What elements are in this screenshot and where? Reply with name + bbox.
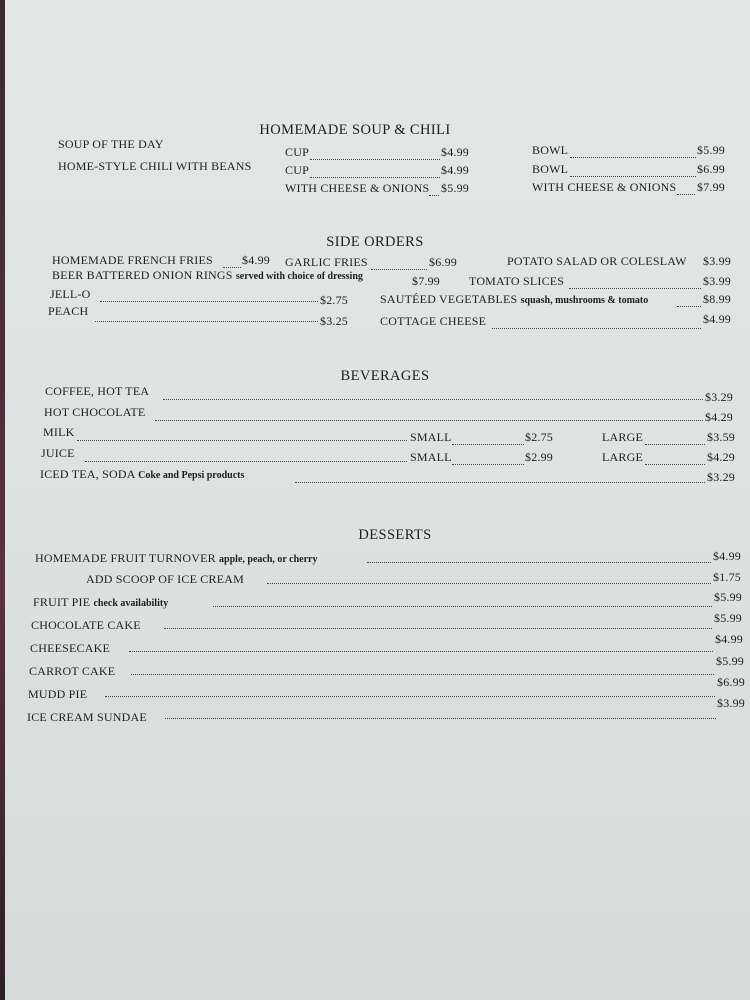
leader-dots (310, 163, 440, 178)
menu-item-home-style-chili: HOME-STYLE CHILI WITH BEANS (58, 159, 252, 173)
menu-item-peach: PEACH (48, 304, 89, 318)
garlic-fries-price: $6.99 (429, 255, 457, 269)
leader-dots (85, 447, 407, 462)
menu-item-french-fries: HOMEMADE FRENCH FRIES (52, 253, 213, 267)
hot-chocolate-price: $4.29 (705, 410, 733, 424)
leader-dots (371, 255, 427, 270)
cup-cheese-onions-label: WITH CHEESE & ONIONS (285, 181, 430, 195)
fruit-pie-price: $5.99 (714, 590, 742, 604)
fruit-pie-note: check availability (93, 598, 169, 609)
menu-item-jello: JELL-O (50, 287, 91, 301)
bowl-cheese-onions-price: $7.99 (697, 180, 725, 194)
leader-dots (131, 660, 714, 675)
leader-dots (429, 181, 439, 196)
milk-large-label: LARGE (602, 430, 643, 444)
leader-dots (164, 614, 712, 629)
leader-dots (677, 292, 701, 307)
leader-dots (165, 704, 716, 719)
fruit-turnover-price: $4.99 (713, 549, 741, 563)
menu-item-add-scoop-ice-cream: ADD SCOOP OF ICE CREAM (86, 572, 244, 586)
chocolate-cake-price: $5.99 (714, 611, 742, 625)
leader-dots (452, 450, 524, 465)
menu-item-soup-of-the-day: SOUP OF THE DAY (58, 137, 164, 151)
leader-dots (569, 274, 701, 289)
coffee-hot-tea-price: $3.29 (705, 390, 733, 404)
soup-cup-price: $4.99 (441, 145, 469, 159)
menu-item-fruit-turnover: HOMEMADE FRUIT TURNOVER apple, peach, or cherry (35, 551, 318, 565)
menu-item-carrot-cake: CARROT CAKE (29, 664, 116, 678)
menu-item-sauteed-vegetables: SAUTÉED VEGETABLES squash, mushrooms & tomato (380, 292, 649, 306)
juice-large-label: LARGE (602, 450, 643, 464)
jello-price: $2.75 (320, 293, 348, 307)
menu-item-iced-tea-soda: ICED TEA, SODA Coke and Pepsi products (40, 467, 245, 481)
soup-cup-label: CUP (285, 145, 309, 159)
leader-dots (310, 145, 440, 160)
menu-item-juice: JUICE (41, 446, 75, 460)
cottage-cheese-price: $4.99 (703, 312, 731, 326)
leader-dots (452, 430, 524, 445)
chili-cup-price: $4.99 (441, 163, 469, 177)
leader-dots (77, 426, 407, 441)
iced-tea-soda-price: $3.29 (707, 470, 735, 484)
cheesecake-price: $4.99 (715, 632, 743, 646)
menu-page (5, 0, 750, 1000)
menu-item-chocolate-cake: CHOCOLATE CAKE (31, 618, 141, 632)
section-heading-side-orders: SIDE ORDERS (326, 234, 424, 250)
menu-item-cheesecake: CHEESECAKE (30, 641, 110, 655)
menu-item-coffee-hot-tea: COFFEE, HOT TEA (45, 384, 150, 398)
milk-small-label: SMALL (410, 430, 452, 444)
carrot-cake-price: $5.99 (716, 654, 744, 668)
leader-dots (367, 548, 711, 563)
onion-rings-note: served with choice of dressing (235, 271, 363, 282)
juice-small-price: $2.99 (525, 450, 553, 464)
leader-dots (95, 307, 318, 322)
leader-dots (677, 180, 695, 195)
menu-item-milk: MILK (43, 425, 75, 439)
menu-item-hot-chocolate: HOT CHOCOLATE (44, 405, 146, 419)
leader-dots (213, 592, 712, 607)
menu-item-mudd-pie: MUDD PIE (28, 687, 88, 701)
soup-bowl-price: $5.99 (697, 143, 725, 157)
leader-dots (163, 385, 703, 400)
leader-dots (645, 430, 705, 445)
bowl-cheese-onions-label: WITH CHEESE & ONIONS (532, 180, 677, 194)
french-fries-price: $4.99 (242, 253, 270, 267)
milk-small-price: $2.75 (525, 430, 553, 444)
menu-item-cottage-cheese: COTTAGE CHEESE (380, 314, 487, 328)
vegetables-note: squash, mushrooms & tomato (520, 295, 649, 306)
chili-cup-label: CUP (285, 163, 309, 177)
leader-dots (267, 569, 711, 584)
leader-dots (223, 253, 241, 268)
menu-item-garlic-fries: GARLIC FRIES (285, 255, 368, 269)
menu-item-onion-rings: BEER BATTERED ONION RINGS served with choice of dressing (52, 268, 363, 282)
soup-bowl-label: BOWL (532, 143, 569, 157)
leader-dots (492, 314, 701, 329)
menu-item-fruit-pie: FRUIT PIE check availability (33, 595, 169, 609)
milk-large-price: $3.59 (707, 430, 735, 444)
leader-dots (155, 406, 703, 421)
juice-small-label: SMALL (410, 450, 452, 464)
chili-bowl-price: $6.99 (697, 162, 725, 176)
fruit-turnover-note: apple, peach, or cherry (219, 554, 318, 565)
leader-dots (570, 143, 696, 158)
section-heading-desserts: DESSERTS (358, 527, 432, 543)
potato-salad-price: $3.99 (703, 254, 731, 268)
section-heading-soup-chili: HOMEMADE SOUP & CHILI (259, 122, 451, 138)
leader-dots (105, 682, 715, 697)
onion-rings-price: $7.99 (412, 274, 440, 288)
juice-large-price: $4.29 (707, 450, 735, 464)
tomato-slices-price: $3.99 (703, 274, 731, 288)
sauteed-vegetables-price: $8.99 (703, 292, 731, 306)
section-heading-beverages: BEVERAGES (340, 368, 430, 384)
iced-tea-soda-note: Coke and Pepsi products (138, 470, 245, 481)
add-scoop-ice-cream-price: $1.75 (713, 570, 741, 584)
menu-item-ice-cream-sundae: ICE CREAM SUNDAE (27, 710, 147, 724)
mudd-pie-price: $6.99 (717, 675, 745, 689)
cup-cheese-onions-price: $5.99 (441, 181, 469, 195)
ice-cream-sundae-price: $3.99 (717, 696, 745, 710)
leader-dots (645, 450, 705, 465)
peach-price: $3.25 (320, 314, 348, 328)
leader-dots (100, 287, 318, 302)
leader-dots (295, 468, 705, 483)
chili-bowl-label: BOWL (532, 162, 569, 176)
menu-item-potato-salad: POTATO SALAD OR COLESLAW (507, 254, 687, 268)
leader-dots (570, 162, 696, 177)
menu-item-tomato-slices: TOMATO SLICES (469, 274, 565, 288)
leader-dots (129, 637, 713, 652)
